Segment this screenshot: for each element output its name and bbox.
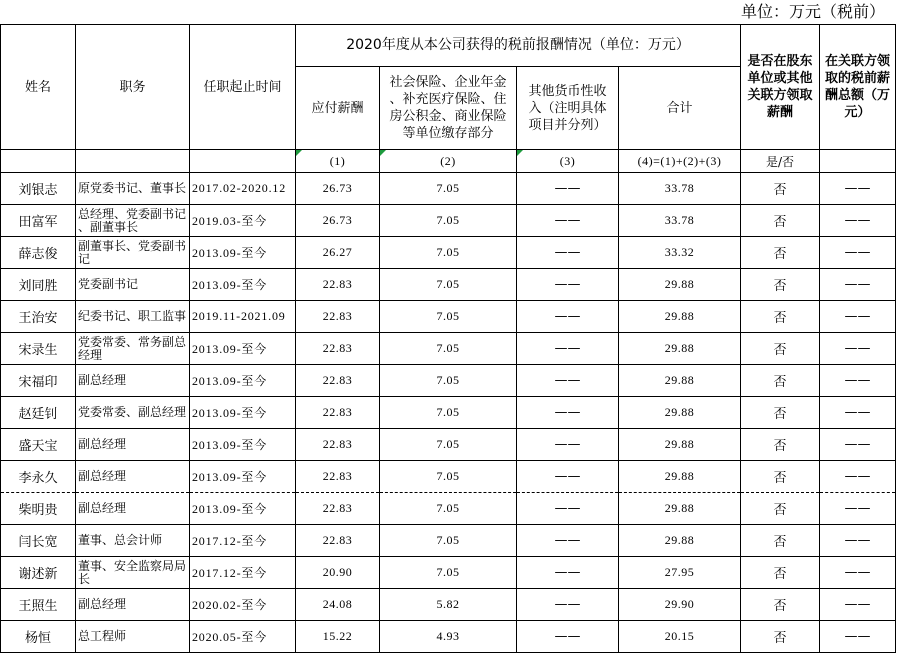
cell-payable-salary[interactable]: 22.83: [296, 333, 380, 365]
header-name[interactable]: 姓名: [1, 25, 76, 150]
cell-paid-by-related-party[interactable]: 否: [741, 237, 820, 269]
cell-paid-by-related-party[interactable]: 否: [741, 621, 820, 653]
cell-name[interactable]: 宋福印: [1, 365, 76, 397]
cell-payable-salary[interactable]: 20.90: [296, 557, 380, 589]
cell-related-party-total[interactable]: ——: [820, 333, 896, 365]
cell-related-party-total[interactable]: ——: [820, 205, 896, 237]
cell-contributions[interactable]: 7.05: [380, 237, 517, 269]
cell-other-income[interactable]: ——: [517, 589, 619, 621]
cell-other-income[interactable]: ——: [517, 461, 619, 493]
cell-payable-salary[interactable]: 15.22: [296, 621, 380, 653]
cell-related-party-total[interactable]: ——: [820, 397, 896, 429]
table-row: [1, 621, 896, 653]
cell-payable-salary[interactable]: 26.27: [296, 237, 380, 269]
formula-label: (3): [559, 153, 576, 168]
formula-label: (1): [329, 153, 346, 168]
cell-other-income[interactable]: ——: [517, 269, 619, 301]
cell-related-party-total[interactable]: ——: [820, 173, 896, 205]
cell-total[interactable]: 33.32: [619, 237, 741, 269]
cell-related-party-total[interactable]: ——: [820, 525, 896, 557]
cell-payable-salary[interactable]: 26.73: [296, 173, 380, 205]
header-position[interactable]: 职务: [76, 25, 190, 150]
cell-contributions[interactable]: 7.05: [380, 205, 517, 237]
header-related-party-total-label: 在关联方领取的税前薪酬总额（万元）: [825, 54, 891, 120]
cell-position[interactable]: 副董事长、党委副书记: [76, 237, 190, 269]
formula-cell-total[interactable]: [619, 150, 741, 173]
cell-payable-salary[interactable]: 22.83: [296, 525, 380, 557]
cell-related-party-total[interactable]: ——: [820, 301, 896, 333]
formula-cell-paid-by-related-party[interactable]: [741, 150, 820, 173]
table-row: [1, 333, 896, 365]
formula-row: [1, 150, 896, 173]
cell-total[interactable]: 29.90: [619, 589, 741, 621]
cell-related-party-total[interactable]: ——: [820, 557, 896, 589]
cell-other-income[interactable]: ——: [517, 557, 619, 589]
table-row: [1, 269, 896, 301]
cell-name[interactable]: 刘同胜: [1, 269, 76, 301]
cell-position[interactable]: 纪委书记、职工监事: [76, 301, 190, 333]
cell-contributions[interactable]: 5.82: [380, 589, 517, 621]
cell-total[interactable]: 29.88: [619, 269, 741, 301]
compensation-table: [0, 24, 896, 653]
cell-other-income[interactable]: ——: [517, 493, 619, 525]
cell-total[interactable]: 33.78: [619, 173, 741, 205]
cell-paid-by-related-party[interactable]: 否: [741, 333, 820, 365]
formula-label: 是/否: [765, 154, 795, 169]
cell-name[interactable]: 盛天宝: [1, 429, 76, 461]
cell-position[interactable]: 党委副书记: [76, 269, 190, 301]
cell-other-income[interactable]: ——: [517, 173, 619, 205]
cell-name[interactable]: 柴明贵: [1, 493, 76, 525]
header-contributions[interactable]: [380, 67, 517, 150]
cell-name[interactable]: 谢述新: [1, 557, 76, 589]
cell-payable-salary[interactable]: 24.08: [296, 589, 380, 621]
cell-other-income[interactable]: ——: [517, 397, 619, 429]
formula-cell-other-income[interactable]: [517, 150, 619, 173]
cell-position[interactable]: 副总经理: [76, 461, 190, 493]
cell-tenure[interactable]: 2019.11-2021.09: [190, 301, 296, 333]
cell-total[interactable]: 27.95: [619, 557, 741, 589]
cell-paid-by-related-party[interactable]: 否: [741, 461, 820, 493]
header-paid-by-related-party-label: 是否在股东单位或其他关联方领取薪酬: [747, 54, 813, 120]
cell-paid-by-related-party[interactable]: 否: [741, 205, 820, 237]
cell-total[interactable]: 29.88: [619, 429, 741, 461]
cell-name[interactable]: 杨恒: [1, 621, 76, 653]
cell-paid-by-related-party[interactable]: 否: [741, 269, 820, 301]
table-row: [1, 301, 896, 333]
table-row: [1, 205, 896, 237]
cell-tenure[interactable]: 2017.12-至今: [190, 525, 296, 557]
cell-payable-salary[interactable]: 22.83: [296, 461, 380, 493]
cell-tenure[interactable]: 2020.05-至今: [190, 621, 296, 653]
cell-total[interactable]: 29.88: [619, 333, 741, 365]
cell-contributions[interactable]: 4.93: [380, 621, 517, 653]
cell-related-party-total[interactable]: ——: [820, 461, 896, 493]
cell-paid-by-related-party[interactable]: 否: [741, 589, 820, 621]
formula-cell-related-party-total[interactable]: [820, 150, 896, 173]
cell-tenure[interactable]: 2013.09-至今: [190, 493, 296, 525]
formula-cell-position[interactable]: [76, 150, 190, 173]
cell-contributions[interactable]: 7.05: [380, 301, 517, 333]
error-indicator-icon: [380, 150, 386, 156]
cell-name[interactable]: 宋录生: [1, 333, 76, 365]
cell-position[interactable]: 副总经理: [76, 589, 190, 621]
cell-paid-by-related-party[interactable]: 否: [741, 301, 820, 333]
cell-other-income[interactable]: ——: [517, 205, 619, 237]
table-row: [1, 365, 896, 397]
cell-other-income[interactable]: ——: [517, 333, 619, 365]
cell-other-income[interactable]: ——: [517, 301, 619, 333]
cell-paid-by-related-party[interactable]: 否: [741, 173, 820, 205]
table-row: [1, 429, 896, 461]
cell-total[interactable]: 29.88: [619, 525, 741, 557]
cell-related-party-total[interactable]: ——: [820, 237, 896, 269]
cell-total[interactable]: 29.88: [619, 493, 741, 525]
cell-tenure[interactable]: 2013.09-至今: [190, 461, 296, 493]
cell-name[interactable]: 田富军: [1, 205, 76, 237]
cell-name[interactable]: 薛志俊: [1, 237, 76, 269]
header-paid-by-related-party[interactable]: [741, 25, 820, 150]
header-contributions-label: 社会保险、企业年金、补充医疗保险、住房公积金、商业保险等单位缴存部分: [389, 75, 507, 141]
table-row: [1, 397, 896, 429]
cell-tenure[interactable]: 2013.09-至今: [190, 397, 296, 429]
cell-position[interactable]: 党委常委、副总经理: [76, 397, 190, 429]
cell-total[interactable]: 29.88: [619, 365, 741, 397]
cell-contributions[interactable]: 7.05: [380, 269, 517, 301]
cell-other-income[interactable]: ——: [517, 237, 619, 269]
cell-contributions[interactable]: 7.05: [380, 429, 517, 461]
error-indicator-icon: [296, 150, 302, 156]
cell-related-party-total[interactable]: ——: [820, 429, 896, 461]
cell-total[interactable]: 29.88: [619, 461, 741, 493]
cell-position[interactable]: 董事、总会计师: [76, 525, 190, 557]
table-row: [1, 237, 896, 269]
cell-related-party-total[interactable]: ——: [820, 621, 896, 653]
cell-payable-salary[interactable]: 22.83: [296, 429, 380, 461]
cell-total[interactable]: 33.78: [619, 205, 741, 237]
formula-cell-payable-salary[interactable]: [296, 150, 380, 173]
formula-cell-tenure[interactable]: [190, 150, 296, 173]
cell-position[interactable]: 原党委书记、董事长: [76, 173, 190, 205]
cell-related-party-total[interactable]: ——: [820, 269, 896, 301]
table-row: [1, 461, 896, 493]
cell-tenure[interactable]: 2020.02-至今: [190, 589, 296, 621]
cell-payable-salary[interactable]: 26.73: [296, 205, 380, 237]
formula-label: (4)=(1)+(2)+(3): [637, 153, 722, 168]
header-tenure[interactable]: 任职起止时间: [190, 25, 296, 150]
cell-contributions[interactable]: 7.05: [380, 557, 517, 589]
cell-contributions[interactable]: 7.05: [380, 461, 517, 493]
cell-paid-by-related-party[interactable]: 否: [741, 493, 820, 525]
cell-total[interactable]: 29.88: [619, 397, 741, 429]
table-row: [1, 493, 896, 525]
cell-other-income[interactable]: ——: [517, 525, 619, 557]
cell-tenure[interactable]: 2013.09-至今: [190, 365, 296, 397]
cell-paid-by-related-party[interactable]: 否: [741, 397, 820, 429]
cell-name[interactable]: 刘银志: [1, 173, 76, 205]
header-related-party-total[interactable]: [820, 25, 896, 150]
cell-name[interactable]: 王治安: [1, 301, 76, 333]
cell-related-party-total[interactable]: ——: [820, 493, 896, 525]
formula-label: (2): [440, 153, 456, 168]
cell-position[interactable]: 董事、安全监察局局长: [76, 557, 190, 589]
cell-contributions[interactable]: 7.05: [380, 397, 517, 429]
header-compensation-group[interactable]: 2020年度从本公司获得的税前报酬情况（单位：万元）: [296, 25, 741, 67]
cell-contributions[interactable]: 7.05: [380, 525, 517, 557]
cell-contributions[interactable]: 7.05: [380, 493, 517, 525]
cell-position[interactable]: 总经理、党委副书记、副董事长: [76, 205, 190, 237]
cell-paid-by-related-party[interactable]: 否: [741, 365, 820, 397]
cell-contributions[interactable]: 7.05: [380, 173, 517, 205]
cell-tenure[interactable]: 2013.09-至今: [190, 237, 296, 269]
cell-tenure[interactable]: 2013.09-至今: [190, 429, 296, 461]
cell-tenure[interactable]: 2013.09-至今: [190, 333, 296, 365]
table-body: [1, 173, 896, 653]
cell-paid-by-related-party[interactable]: 否: [741, 429, 820, 461]
cell-name[interactable]: 李永久: [1, 461, 76, 493]
table-row: [1, 557, 896, 589]
formula-cell-name[interactable]: [1, 150, 76, 173]
cell-paid-by-related-party[interactable]: 否: [741, 525, 820, 557]
cell-name[interactable]: 赵廷钊: [1, 397, 76, 429]
table-row: [1, 525, 896, 557]
cell-tenure[interactable]: 2017.12-至今: [190, 557, 296, 589]
header-other-income[interactable]: [517, 67, 619, 150]
cell-paid-by-related-party[interactable]: 否: [741, 557, 820, 589]
cell-payable-salary[interactable]: 22.83: [296, 493, 380, 525]
cell-payable-salary[interactable]: 22.83: [296, 397, 380, 429]
header-payable-salary[interactable]: 应付薪酬: [296, 67, 380, 150]
cell-payable-salary[interactable]: 22.83: [296, 301, 380, 333]
formula-cell-contributions[interactable]: [380, 150, 517, 173]
header-total[interactable]: 合计: [619, 67, 741, 150]
error-indicator-icon: [517, 150, 523, 156]
cell-position[interactable]: 副总经理: [76, 493, 190, 525]
unit-note[interactable]: 单位：万元（税前）: [740, 2, 885, 21]
cell-total[interactable]: 20.15: [619, 621, 741, 653]
cell-name[interactable]: 王照生: [1, 589, 76, 621]
cell-position[interactable]: 副总经理: [76, 365, 190, 397]
cell-tenure[interactable]: 2017.02-2020.12: [190, 173, 296, 205]
cell-related-party-total[interactable]: ——: [820, 589, 896, 621]
cell-other-income[interactable]: ——: [517, 365, 619, 397]
cell-other-income[interactable]: ——: [517, 621, 619, 653]
header-other-income-label: 其他货币性收入（注明具体项目并分列）: [528, 83, 607, 133]
cell-position[interactable]: 副总经理: [76, 429, 190, 461]
cell-other-income[interactable]: ——: [517, 429, 619, 461]
cell-position[interactable]: 总工程师: [76, 621, 190, 653]
table-row: [1, 173, 896, 205]
cell-contributions[interactable]: 7.05: [380, 365, 517, 397]
header-row: [1, 25, 896, 67]
table-row: [1, 589, 896, 621]
cell-position[interactable]: 党委常委、常务副总经理: [76, 333, 190, 365]
cell-related-party-total[interactable]: ——: [820, 365, 896, 397]
cell-payable-salary[interactable]: 22.83: [296, 365, 380, 397]
cell-tenure[interactable]: 2013.09-至今: [190, 269, 296, 301]
cell-total[interactable]: 29.88: [619, 301, 741, 333]
cell-name[interactable]: 闫长宽: [1, 525, 76, 557]
cell-payable-salary[interactable]: 22.83: [296, 269, 380, 301]
cell-tenure[interactable]: 2019.03-至今: [190, 205, 296, 237]
cell-contributions[interactable]: 7.05: [380, 333, 517, 365]
